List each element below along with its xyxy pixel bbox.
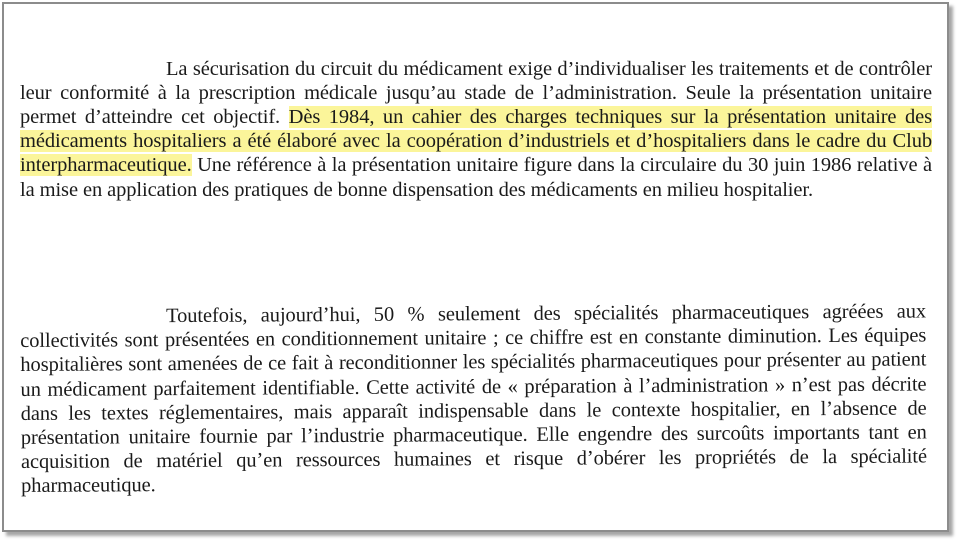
highlighted-passage: Dès 1984, un cahier des charges techniques sur la présentation unitaire des médicaments hospitaliers a été élaboré avec la coopération d’industriels et d’hospitaliers dans le cadre du Club interpharmaceutique.: [20, 105, 932, 177]
paragraph-1-text-after: Une référence à la présentation unitaire figure dans la circulaire du 30 juin 1986 relative à la mise en application des pratiques de bonne dispensation des médicaments en milieu hospitalier.: [20, 154, 932, 201]
paragraph-1: [20, 57, 932, 202]
paragraph-2: Toutefois, aujourd’hui, 50 % seulement des spécialités pharmaceutiques agréées aux collectivités sont présentées en conditionnement unitaire ; ce chiffre est en constante diminution. Les équipes hospitalières sont amenées de ce fait à reconditionner les spécialités pharmaceutiques pour présenter au patient un médicament parfaitement identifiable. Cette activité de « préparation à l’administration » n’est pas décrite dans les textes réglementaires, mais apparaît indispensable dans le contexte hospitalier, en l’absence de présentation unitaire fournie par l’industrie pharmaceutique. Elle engendre des surcoûts importants tant en acquisition de matériel qu’en ressources humaines et risque d’obérer les propriétés de la spécialité pharmaceutique.: [20, 299, 928, 497]
document-frame: [2, 2, 949, 532]
paragraph-1-text-before: La sécurisation du circuit du médicament exige d’individualiser les traitements et de contrôler leur conformité à la prescription médicale jusqu’au stade de l’administration. Seule la présentation unitaire permet d’atteindre cet objectif.: [20, 57, 932, 128]
